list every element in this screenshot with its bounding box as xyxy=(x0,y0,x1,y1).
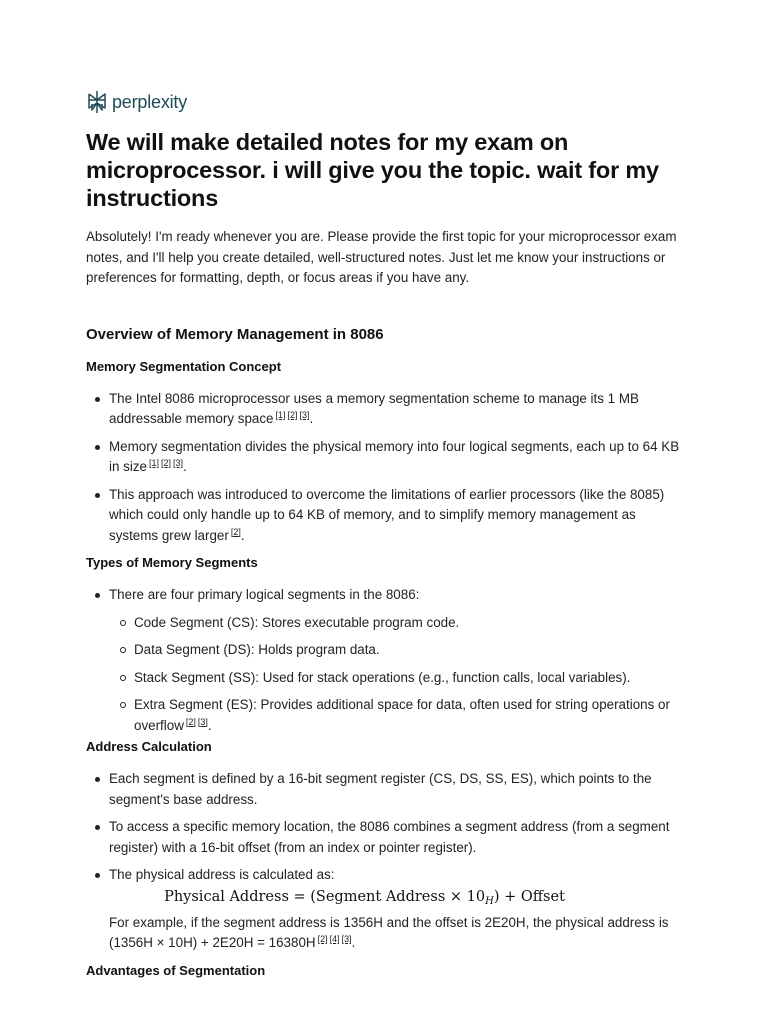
list-item: The physical address is calculated as: Physical Address = (Segment Address × $10_H$) + Offset For example, if the segment address is 1356H and the offset is 2E20H, the physical address is (1356H × 10H) + 2E20H = 16380H [2] [4] [3]. xyxy=(109,865,680,954)
segment-sublist xyxy=(109,613,680,737)
citations xyxy=(184,717,208,727)
citations xyxy=(274,410,310,420)
citation-link[interactable]: [2] xyxy=(160,458,171,468)
types-list xyxy=(86,585,680,736)
citations xyxy=(229,527,241,537)
citation-link[interactable]: [1] xyxy=(275,410,286,420)
citation-link[interactable]: [3] xyxy=(173,458,184,468)
sublist-item: Data Segment (DS): Holds program data. xyxy=(134,640,680,661)
segmentation-list xyxy=(86,389,680,547)
address-list xyxy=(86,769,680,954)
list-item xyxy=(109,585,680,736)
physical-address-formula: Physical Address = (Segment Address × $10_H$) + Offset xyxy=(164,888,565,907)
example-text: For example, if the segment address is 1356H and the offset is 2E20H, the physical address is (1356H × 10H) + 2E20H = 16380H xyxy=(109,914,669,950)
citation-link[interactable]: [1] xyxy=(148,458,159,468)
section-heading: Overview of Memory Management in 8086 xyxy=(86,325,384,343)
subheading-segmentation: Memory Segmentation Concept xyxy=(86,358,282,374)
list-item: Memory segmentation divides the physical memory into four logical segments, each up to 64 KB in size [1] [2] [3]. xyxy=(109,437,680,478)
brand-logo[interactable] xyxy=(86,90,187,114)
subheading-address: Address Calculation xyxy=(86,739,212,754)
citation-link[interactable]: [2] xyxy=(317,934,328,944)
list-item-text: The Intel 8086 microprocessor uses a memory segmentation scheme to manage its 1 MB addressable memory space xyxy=(109,390,639,426)
sublist-item: Code Segment (CS): Stores executable program code. xyxy=(134,613,680,634)
subheading-types: Types of Memory Segments xyxy=(86,555,258,570)
citation-link[interactable]: [2] xyxy=(287,410,298,420)
perplexity-logo-icon xyxy=(86,90,108,114)
brand-name: perplexity xyxy=(112,91,188,112)
citation-link[interactable]: [2] xyxy=(230,526,241,537)
intro-paragraph: Absolutely! I'm ready whenever you are. Please provide the first topic for your microprocessor exam notes, and I'll help you create detailed, well-structured notes. Just let me know your instructions or preferences for formatting, depth, or focus areas if you have any. xyxy=(86,229,677,285)
citation-link[interactable]: [3] xyxy=(197,716,208,727)
list-item-text: This approach was introduced to overcome the limitations of earlier processors (like the 8085) which could only handle up to 64 KB of memory, and to simplify memory management as systems grew larger xyxy=(109,486,665,543)
citation-link[interactable]: [3] xyxy=(299,410,310,420)
list-item-text: There are four primary logical segments in the 8086: xyxy=(109,587,420,602)
answer-content xyxy=(86,128,680,981)
subheading-advantages: Advantages of Segmentation xyxy=(86,962,266,978)
citations xyxy=(147,458,183,468)
list-item-text: The physical address is calculated as: xyxy=(109,867,335,882)
citation-link[interactable]: [3] xyxy=(341,934,352,944)
sublist-item: Extra Segment (ES): Provides additional space for data, often used for string operations or overflow [2] [3]. xyxy=(134,695,680,736)
list-item-text: Memory segmentation divides the physical memory into four logical segments, each up to 64 KB in size xyxy=(109,438,680,474)
citations xyxy=(316,934,352,944)
citation-link[interactable]: [2] xyxy=(185,716,196,727)
list-item-text: Extra Segment (ES): Provides additional space for data, often used for string operations or overflow xyxy=(134,697,670,733)
page-title: We will make detailed notes for my exam on microprocessor. i will give you the topic. wait for my instructions xyxy=(86,129,659,211)
list-item: The Intel 8086 microprocessor uses a memory segmentation scheme to manage its 1 MB addressable memory space [1] [2] [3]. xyxy=(109,389,680,430)
sublist-item: Stack Segment (SS): Used for stack operations (e.g., function calls, local variables). xyxy=(134,668,680,689)
list-item: To access a specific memory location, the 8086 combines a segment address (from a segment register) with a 16-bit offset (from an index or pointer register). xyxy=(109,817,680,858)
citation-link[interactable]: [4] xyxy=(329,934,340,944)
list-item: This approach was introduced to overcome the limitations of earlier processors (like the 8085) which could only handle up to 64 KB of memory, and to simplify memory management as systems grew larger [2]. xyxy=(109,485,680,547)
list-item: Each segment is defined by a 16-bit segment register (CS, DS, SS, ES), which points to the segment's base address. xyxy=(109,769,680,810)
